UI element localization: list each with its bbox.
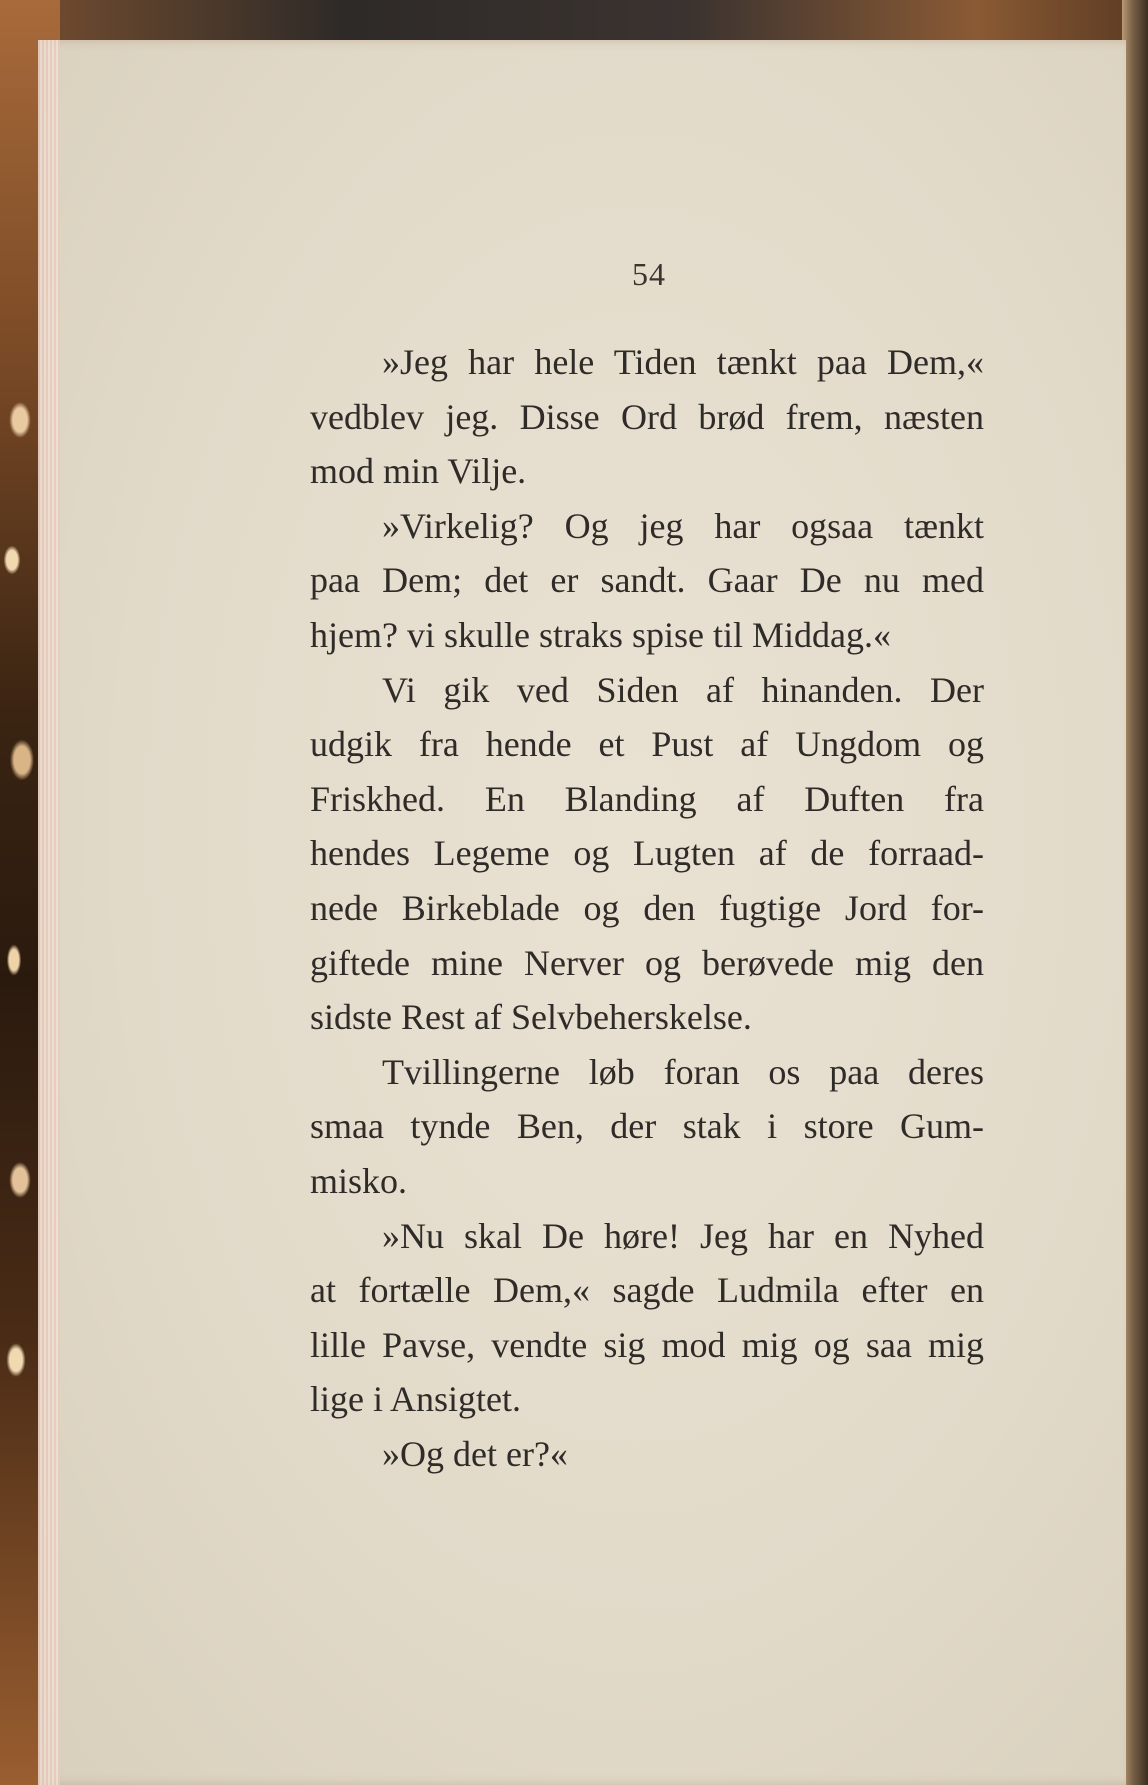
text-line: »Jeg har hele Tiden tænkt paa Dem,« (382, 342, 984, 382)
text-line: giftede mine Nerver og berøvede mig den (310, 942, 984, 983)
text-line: lige i Ansigtet. (310, 1379, 521, 1420)
text-line: nede Birkeblade og den fugtige Jord for- (310, 887, 984, 928)
text-line: »Og det er?« (382, 1433, 568, 1474)
book-top-edge (0, 0, 1148, 42)
text-line: paa Dem; det er sandt. Gaar De nu med (310, 560, 984, 601)
text-line: mod min Vilje. (310, 451, 527, 492)
text-line: »Nu skal De høre! Jeg har en Nyhed (382, 1215, 984, 1256)
text-line: vedblev jeg. Disse Ord brød frem, næsten (310, 396, 984, 437)
text-line: hendes Legeme og Lugten af de forraad- (310, 833, 984, 874)
page-text (310, 335, 984, 1481)
text-line: smaa tynde Ben, der stak i store Gum- (310, 1106, 984, 1147)
text-line: udgik fra hende et Pust af Ungdom og (310, 724, 984, 765)
text-line: Vi gik ved Siden af hinanden. Der (382, 669, 984, 710)
page-stack-edge (38, 40, 60, 1785)
text-line: Friskhed. En Blanding af Duften fra (310, 778, 984, 819)
text-line: sidste Rest af Selvbeherskelse. (310, 997, 752, 1038)
text-line: at fortælle Dem,« sagde Ludmila efter en (310, 1270, 984, 1311)
text-line: hjem? vi skulle straks spise til Middag.« (310, 614, 891, 655)
text-line: misko. (310, 1160, 408, 1201)
text-line: »Virkelig? Og jeg har ogsaa tænkt (382, 505, 984, 546)
text-line: lille Pavse, vendte sig mod mig og saa mig (310, 1324, 984, 1365)
page-number: 54 (632, 256, 666, 292)
text-line: Tvillingerne løb foran os paa deres (382, 1051, 984, 1092)
